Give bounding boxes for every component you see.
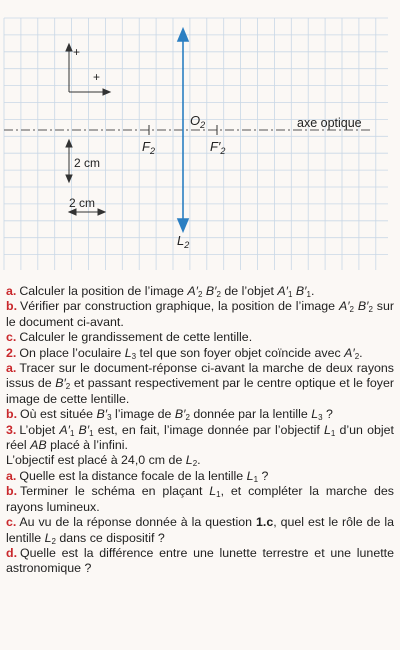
question-reference: 1.c	[255, 515, 274, 530]
question-paragraph	[6, 284, 394, 299]
math-symbol: L	[44, 530, 52, 545]
question-label: 2.	[6, 345, 17, 360]
question-label: a.	[6, 361, 17, 376]
question-text: de l’objet	[220, 284, 278, 298]
question-paragraph	[6, 299, 394, 330]
question-text: sur le document ci-avant.	[6, 299, 395, 329]
question-paragraph	[6, 361, 394, 407]
math-symbol: L	[185, 453, 193, 468]
question-paragraph	[6, 515, 394, 546]
lens-name-label: $L_2$	[177, 233, 190, 250]
math-subscript: 2	[349, 305, 354, 315]
question-text: donnée par la lentille	[189, 407, 312, 422]
question-text: , et compléter la marche des rayons lumineux.	[6, 484, 394, 514]
question-text: dans ce dispositif ?	[55, 530, 165, 545]
question-label: a.	[6, 468, 17, 483]
math-symbol: B′	[96, 407, 108, 422]
math-subscript: 2	[198, 290, 203, 299]
question-label: 3.	[6, 422, 17, 437]
question-text: Calculer la position de l’image	[19, 284, 188, 298]
math-symbol: B′	[174, 407, 186, 422]
question-paragraph	[6, 407, 394, 422]
question-text: l’image de	[111, 407, 175, 422]
math-subscript: 2	[368, 305, 373, 315]
question-text: est, en fait, l’image donnée par l’objectif	[93, 422, 324, 437]
question-label: b.	[6, 484, 18, 499]
focus-object-label: $F_2$	[142, 139, 155, 156]
question-label: b.	[6, 299, 18, 314]
math-symbol: A′	[344, 345, 355, 360]
question-paragraph	[6, 469, 394, 484]
math-symbol: A′	[277, 284, 289, 298]
plus-horizontal-label: +	[93, 70, 101, 84]
question-label: c.	[6, 330, 17, 345]
optics-diagram	[0, 0, 400, 278]
math-symbol: AB	[30, 438, 47, 453]
math-symbol: A′	[59, 422, 70, 437]
question-paragraph	[6, 484, 394, 515]
question-text: ?	[258, 468, 269, 483]
vertical-scale-bar	[66, 140, 72, 182]
question-text: , quel est le rôle de la lentille	[6, 515, 394, 545]
math-subscript: 1	[89, 428, 94, 438]
math-subscript: 2	[192, 459, 198, 469]
question-label: b.	[6, 407, 18, 422]
vertical-scale-label: 2 cm	[74, 156, 101, 170]
question-text: Vérifier par construction graphique, la position de l’image	[20, 299, 339, 314]
question-text: .	[359, 345, 363, 360]
math-subscript: 2	[216, 290, 221, 299]
question-text: Où est située	[20, 407, 97, 422]
axis-label: axe optique	[297, 116, 362, 130]
question-label: d.	[6, 545, 18, 560]
question-text: tel que son foyer objet coïncide avec	[136, 345, 345, 360]
math-symbol: L	[323, 422, 331, 437]
math-symbol: A′	[338, 299, 350, 314]
math-symbol: B′	[74, 422, 90, 437]
math-symbol: B′	[202, 284, 217, 298]
question-text: L’objet	[19, 422, 60, 437]
math-symbol: L	[311, 407, 319, 422]
math-subscript: 2	[354, 351, 360, 361]
question-paragraph	[6, 453, 394, 468]
question-text: On place l’oculaire	[19, 345, 125, 360]
question-paragraph	[6, 330, 394, 345]
math-subscript: 1	[306, 290, 311, 299]
math-subscript: 3	[131, 351, 137, 361]
question-paragraph	[6, 546, 394, 577]
question-paragraph	[6, 423, 394, 454]
math-subscript: 2	[185, 413, 190, 423]
math-symbol: L	[124, 345, 132, 360]
question-label: c.	[6, 515, 17, 530]
question-text: Quelle est la différence entre une lunette terrestre et une lunette astronomique ?	[6, 545, 394, 576]
horizontal-scale-label: 2 cm	[69, 196, 96, 210]
math-subscript: 2	[51, 536, 56, 546]
math-subscript: 1	[216, 490, 221, 500]
question-text: et passant respectivement par le centre optique et le foyer image de cette lentille.	[6, 376, 394, 406]
graph-paper-grid	[4, 18, 388, 270]
math-symbol: A′	[187, 284, 198, 298]
question-text: .	[310, 284, 315, 298]
question-text: L’objectif est placé à 24,0 cm de	[6, 453, 186, 468]
math-symbol: B′	[292, 284, 307, 298]
question-text: Au vu de la réponse donnée à la question	[19, 515, 256, 530]
question-text: Quelle est la distance focale de la lentille	[19, 468, 247, 483]
question-text: Tracer sur le document-réponse ci-avant la marche de deux rayons issus de	[6, 361, 394, 391]
math-subscript: 1	[330, 428, 336, 438]
math-subscript: 2	[65, 382, 71, 392]
focus-image-label: $F'_2$	[210, 139, 226, 156]
question-text: Terminer le schéma en plaçant	[20, 484, 210, 499]
question-label: a.	[6, 284, 17, 298]
question-text: placé à l’infini.	[46, 438, 128, 453]
question-text: ?	[322, 407, 333, 422]
math-subscript: 1	[288, 290, 293, 299]
optical-center-label: $O_2$	[190, 113, 206, 130]
math-subscript: 3	[318, 413, 323, 423]
question-text: Calculer le grandissement de cette lentille.	[19, 330, 253, 345]
math-symbol: L	[209, 484, 217, 499]
math-subscript: 3	[107, 413, 112, 423]
question-text: d’un objet réel	[6, 422, 394, 453]
math-symbol: B′	[354, 299, 369, 314]
math-symbol: B′	[55, 376, 66, 391]
math-symbol: L	[246, 468, 254, 483]
exercise-questions	[6, 284, 394, 577]
math-subscript: 1	[69, 428, 75, 438]
question-paragraph	[6, 346, 394, 361]
plus-vertical-label: +	[73, 45, 81, 59]
math-subscript: 1	[253, 474, 259, 484]
question-text: .	[197, 453, 201, 468]
